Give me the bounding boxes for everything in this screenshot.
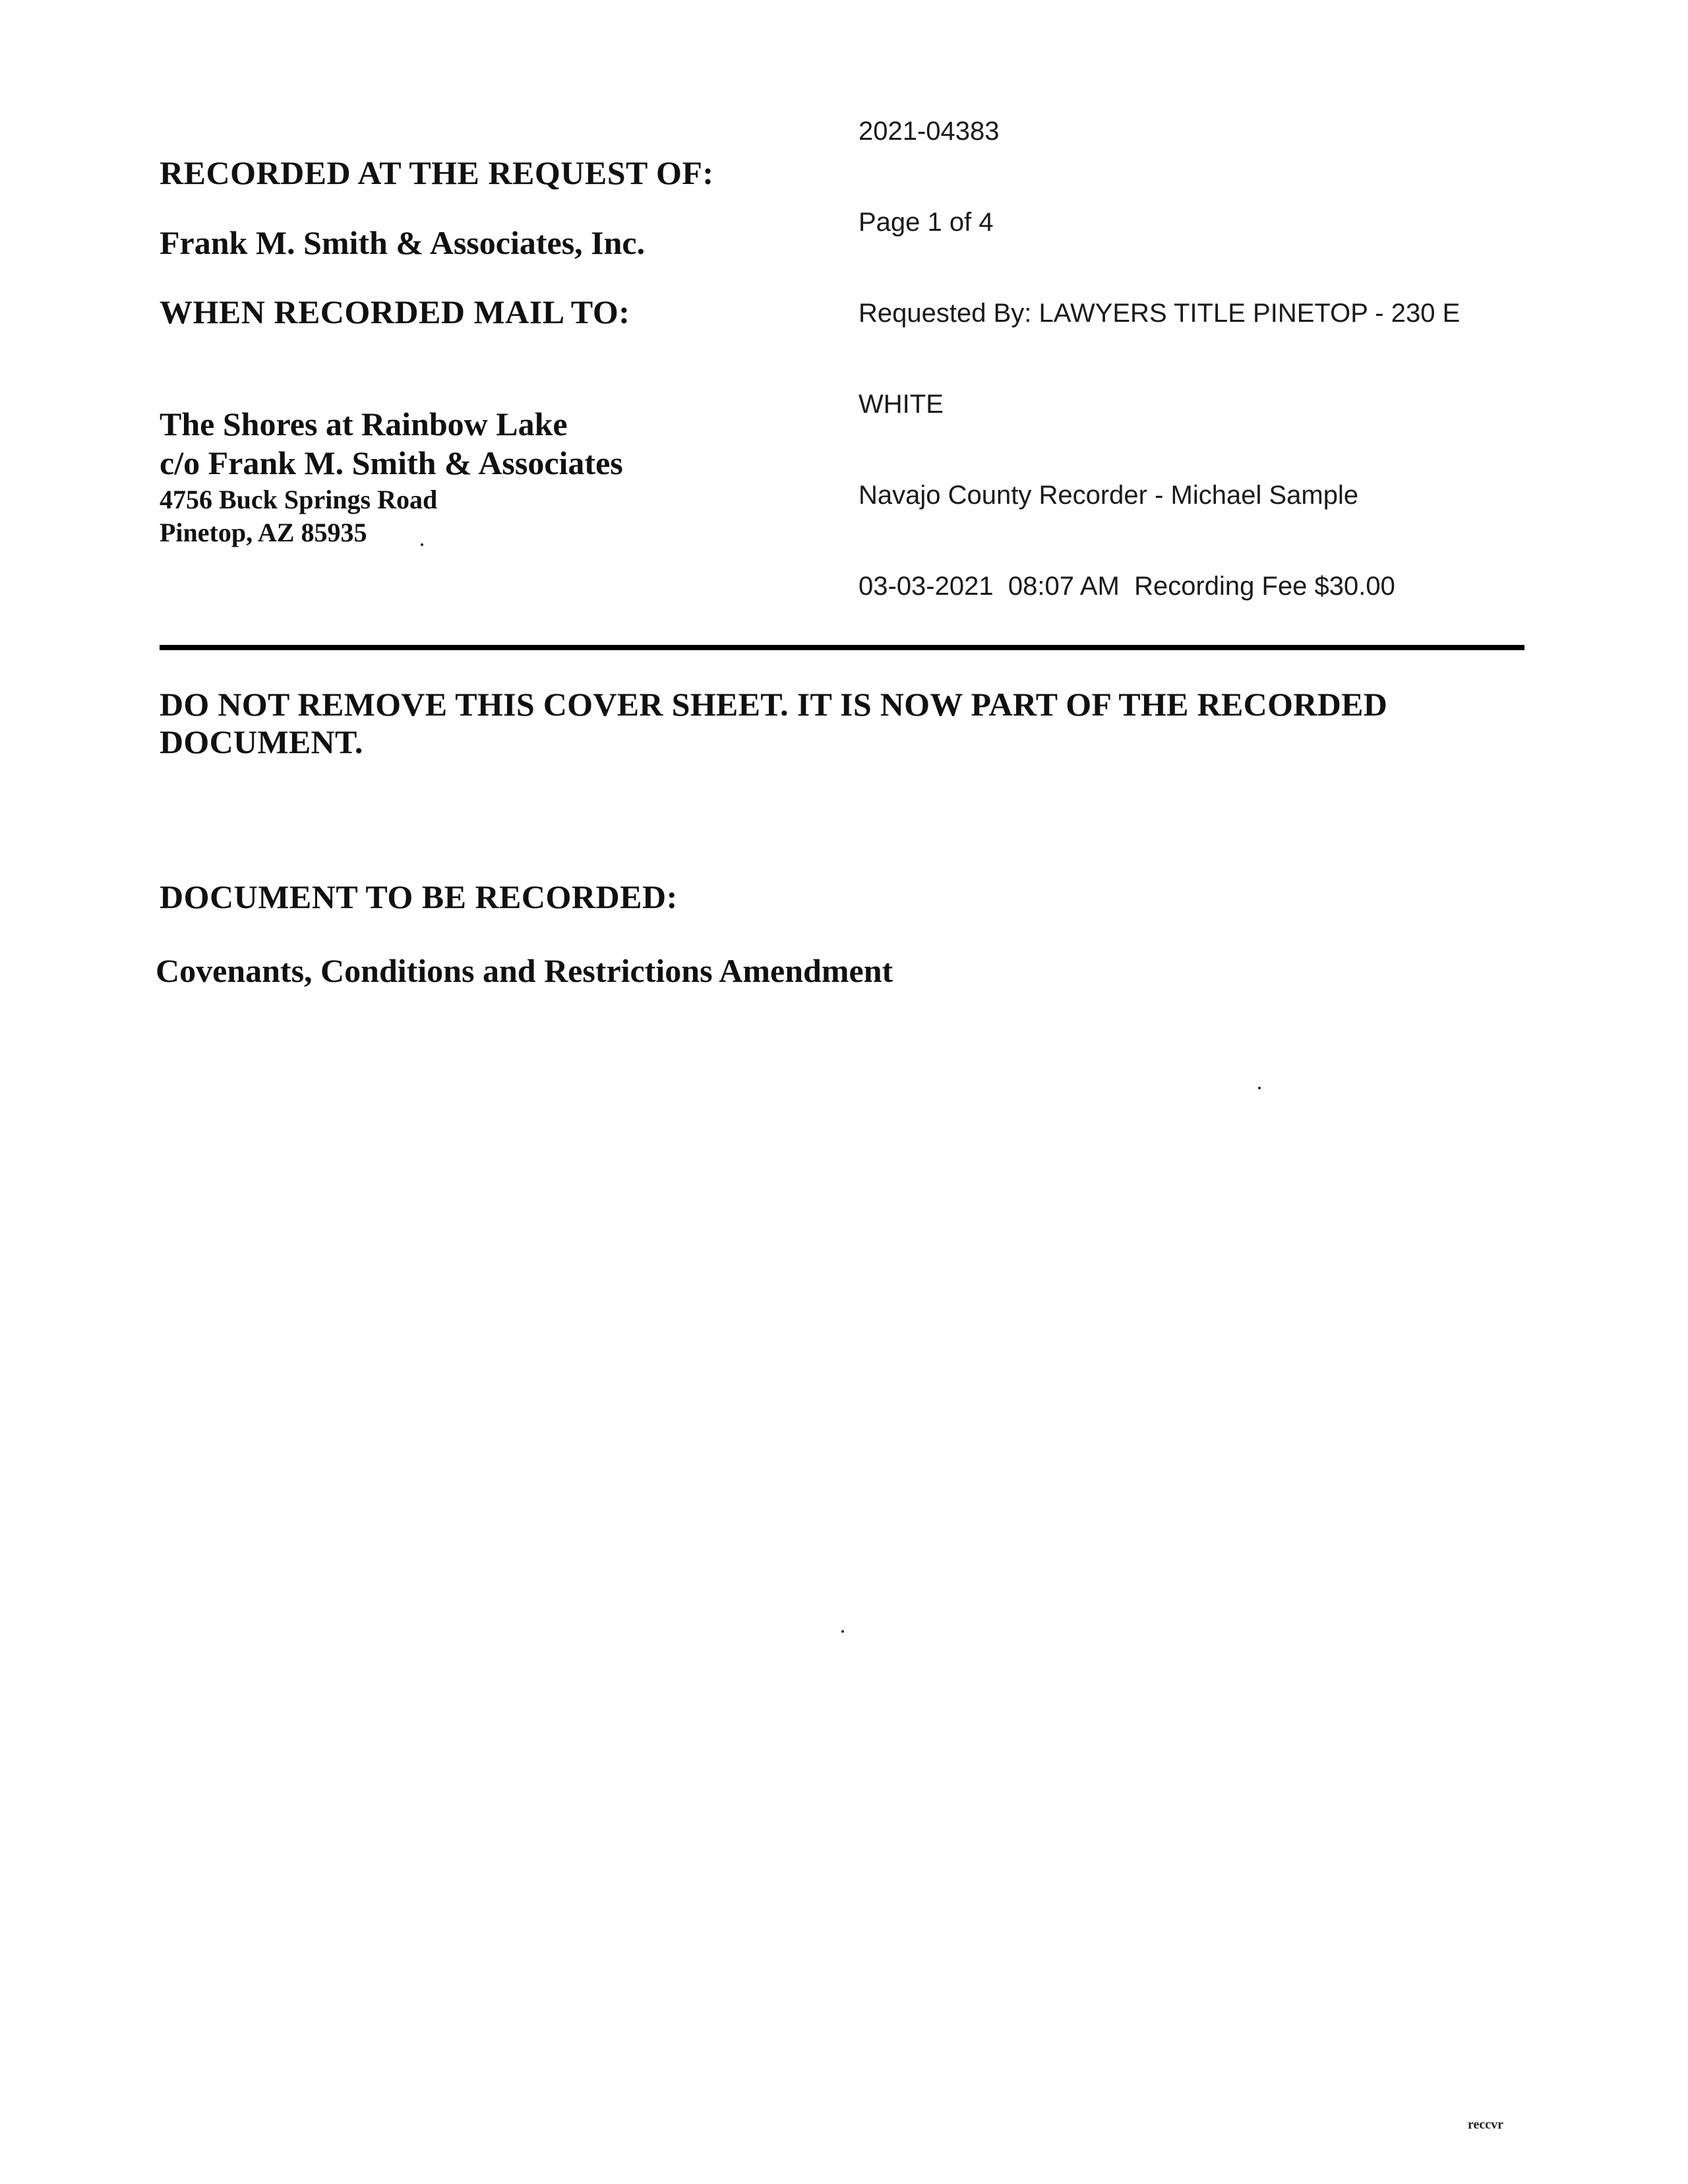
mail-to-street: 4756 Buck Springs Road xyxy=(160,485,438,514)
requested-by-line2: WHITE xyxy=(859,390,944,419)
mail-to-line2: c/o Frank M. Smith & Associates xyxy=(160,444,623,481)
document-title: Covenants, Conditions and Restrictions Amendment xyxy=(156,952,893,989)
document-heading: DOCUMENT TO BE RECORDED: xyxy=(160,878,678,915)
requester-name: Frank M. Smith & Associates, Inc. xyxy=(160,224,646,261)
horizontal-divider xyxy=(160,645,1524,650)
mail-to-heading: WHEN RECORDED MAIL TO: xyxy=(160,293,630,330)
recorded-request-heading: RECORDED AT THE REQUEST OF: xyxy=(160,154,714,191)
recorder-name: Navajo County Recorder - Michael Sample xyxy=(859,481,1359,510)
mail-to-city-state-zip: Pinetop, AZ 85935 xyxy=(160,518,367,547)
scan-speck xyxy=(841,1630,844,1633)
recorder-stamp xyxy=(859,55,1518,662)
requested-by-line1: Requested By: LAWYERS TITLE PINETOP - 230 E xyxy=(859,299,1461,328)
document-number: 2021-04383 xyxy=(859,117,1000,146)
page-info: Page 1 of 4 xyxy=(859,208,994,237)
form-code: reccvr xyxy=(1468,2117,1504,2132)
scan-speck xyxy=(1258,1087,1261,1089)
cover-sheet-notice: DO NOT REMOVE THIS COVER SHEET. IT IS NOW PART OF THE RECORDED DOCUMENT. xyxy=(160,686,1388,760)
recording-date-time-fee: 03-03-2021 08:07 AM Recording Fee $30.00 xyxy=(859,572,1395,601)
scan-speck xyxy=(421,543,423,546)
mail-to-line1: The Shores at Rainbow Lake xyxy=(160,406,568,442)
